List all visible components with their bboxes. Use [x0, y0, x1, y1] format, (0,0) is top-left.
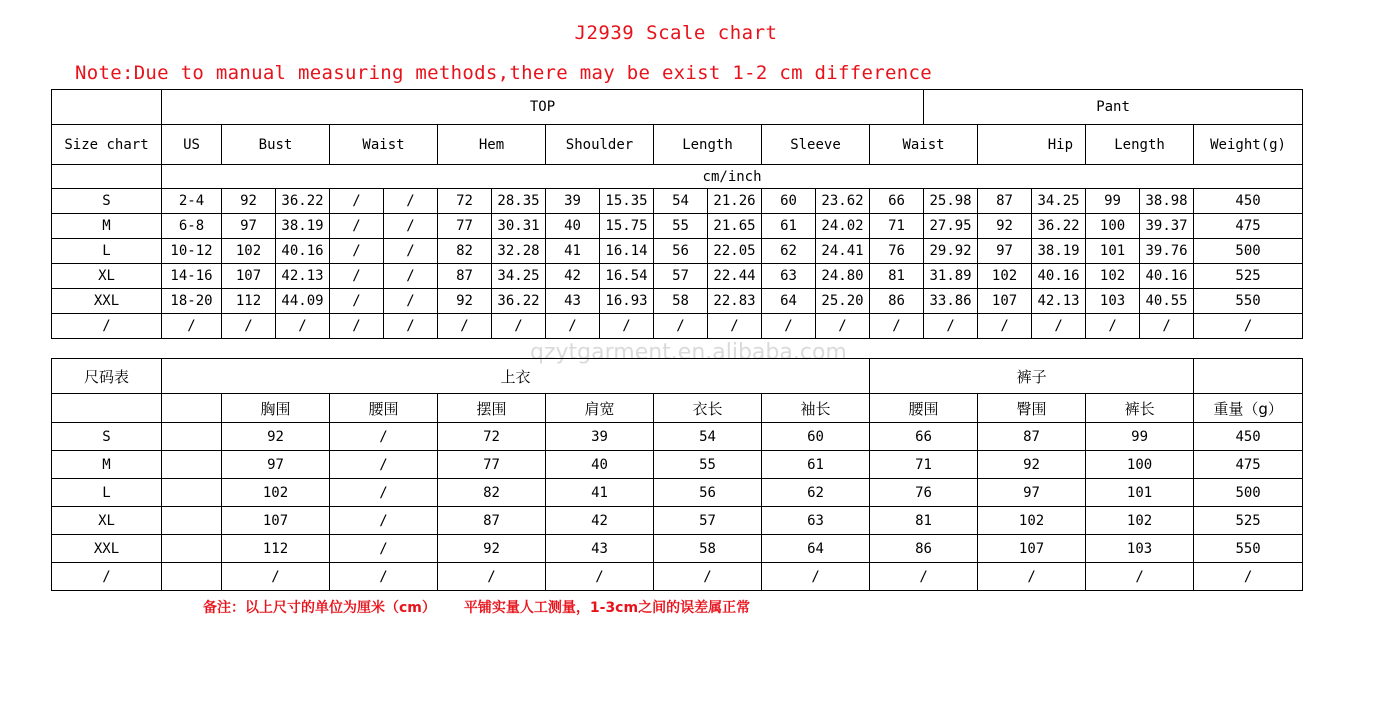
value-cell: 76 [870, 479, 978, 507]
value-cell: 33.86 [924, 289, 978, 314]
table-row [52, 563, 1303, 591]
value-cell: 23.62 [816, 189, 870, 214]
value-cell: 97 [222, 214, 276, 239]
value-cell: / [330, 239, 384, 264]
corner-cell [52, 90, 162, 125]
value-cell: 63 [762, 264, 816, 289]
value-cell: 102 [222, 239, 276, 264]
table-row [52, 423, 1303, 451]
value-cell: 102 [1086, 507, 1194, 535]
pant-length-header: Length [1086, 125, 1194, 165]
value-cell: 102 [978, 507, 1086, 535]
value-cell: 15.35 [600, 189, 654, 214]
value-cell: 16.93 [600, 289, 654, 314]
value-cell: 77 [438, 451, 546, 479]
value-cell: 103 [1086, 289, 1140, 314]
size-cell: M [52, 214, 162, 239]
value-cell: / [816, 314, 870, 339]
value-cell: / [978, 314, 1032, 339]
value-cell: 40.16 [276, 239, 330, 264]
value-cell: / [330, 264, 384, 289]
value-cell: 550 [1194, 289, 1303, 314]
value-cell: 2-4 [162, 189, 222, 214]
value-cell: 87 [978, 189, 1032, 214]
value-cell: 92 [438, 535, 546, 563]
value-cell: 550 [1194, 535, 1303, 563]
value-cell: 64 [762, 535, 870, 563]
value-cell: 66 [870, 423, 978, 451]
value-cell: 525 [1194, 507, 1303, 535]
cn-weight-header: 重量（g） [1194, 394, 1303, 423]
value-cell: 450 [1194, 423, 1303, 451]
cn-size-chart-header: 尺码表 [52, 359, 162, 394]
value-cell: 58 [654, 289, 708, 314]
value-cell: 40 [546, 451, 654, 479]
weight-header: Weight(g) [1194, 125, 1303, 165]
table-row [52, 451, 1303, 479]
value-cell: 86 [870, 289, 924, 314]
value-cell: 107 [978, 535, 1086, 563]
value-cell: 41 [546, 239, 600, 264]
size-cell: / [52, 563, 162, 591]
value-cell: / [384, 189, 438, 214]
value-cell: / [546, 314, 600, 339]
value-cell: 40 [546, 214, 600, 239]
value-cell: 500 [1194, 479, 1303, 507]
value-cell: 62 [762, 479, 870, 507]
value-cell: 54 [654, 189, 708, 214]
table-row [52, 479, 1303, 507]
value-cell: / [1032, 314, 1086, 339]
value-cell: 22.05 [708, 239, 762, 264]
value-cell: 34.25 [492, 264, 546, 289]
waist-header: Waist [330, 125, 438, 165]
value-cell: 103 [1086, 535, 1194, 563]
value-cell: / [654, 563, 762, 591]
size-chart-header: Size chart [52, 125, 162, 165]
value-cell: / [384, 289, 438, 314]
value-cell: 475 [1194, 451, 1303, 479]
value-cell: / [1194, 563, 1303, 591]
value-cell: 22.44 [708, 264, 762, 289]
value-cell: / [1194, 314, 1303, 339]
cn-header-blank [162, 394, 222, 423]
value-cell: 112 [222, 289, 276, 314]
value-cell: 22.83 [708, 289, 762, 314]
value-cell: 30.31 [492, 214, 546, 239]
value-cell: 41 [546, 479, 654, 507]
unit-label: cm/inch [162, 165, 1303, 189]
value-cell: 60 [762, 423, 870, 451]
cn-hip-header: 臀围 [978, 394, 1086, 423]
table-row [52, 239, 1303, 264]
cn-pant-length-header: 裤长 [1086, 394, 1194, 423]
value-cell: 34.25 [1032, 189, 1086, 214]
value-cell: 36.22 [1032, 214, 1086, 239]
top-group-header: TOP [162, 90, 924, 125]
value-cell: 92 [978, 451, 1086, 479]
value-cell: / [330, 507, 438, 535]
value-cell: / [384, 314, 438, 339]
value-cell: / [762, 563, 870, 591]
value-cell: 82 [438, 239, 492, 264]
size-cell: S [52, 423, 162, 451]
length-header: Length [654, 125, 762, 165]
value-cell: 100 [1086, 214, 1140, 239]
value-cell: 15.75 [600, 214, 654, 239]
value-cell: 107 [222, 264, 276, 289]
value-cell: 38.19 [276, 214, 330, 239]
footnote [203, 597, 750, 617]
us-header: US [162, 125, 222, 165]
value-cell: / [330, 535, 438, 563]
table-row [52, 189, 1303, 214]
size-cell: XXL [52, 535, 162, 563]
value-cell: 39 [546, 423, 654, 451]
value-cell: / [438, 563, 546, 591]
value-cell: 6-8 [162, 214, 222, 239]
value-cell: / [870, 314, 924, 339]
cn-top-group-header: 上衣 [162, 359, 870, 394]
value-cell [162, 479, 222, 507]
value-cell: 450 [1194, 189, 1303, 214]
value-cell: / [384, 239, 438, 264]
value-cell: / [600, 314, 654, 339]
value-cell: 66 [870, 189, 924, 214]
value-cell [162, 535, 222, 563]
value-cell: 39 [546, 189, 600, 214]
value-cell: 81 [870, 264, 924, 289]
value-cell: 36.22 [276, 189, 330, 214]
table-row [52, 314, 1303, 339]
cn-sleeve-header: 袖长 [762, 394, 870, 423]
value-cell: 99 [1086, 423, 1194, 451]
value-cell [162, 423, 222, 451]
value-cell: 102 [978, 264, 1032, 289]
value-cell: 57 [654, 507, 762, 535]
size-cell: M [52, 451, 162, 479]
value-cell: 39.37 [1140, 214, 1194, 239]
cn-bust-header: 胸围 [222, 394, 330, 423]
value-cell: 92 [222, 189, 276, 214]
value-cell: 62 [762, 239, 816, 264]
value-cell: 29.92 [924, 239, 978, 264]
table-row [52, 264, 1303, 289]
value-cell: 36.22 [492, 289, 546, 314]
value-cell: / [924, 314, 978, 339]
value-cell: / [1086, 314, 1140, 339]
pant-waist-header: Waist [870, 125, 978, 165]
value-cell: / [708, 314, 762, 339]
value-cell: 10-12 [162, 239, 222, 264]
value-cell: 97 [978, 239, 1032, 264]
value-cell: / [384, 264, 438, 289]
footnote-unit: 备注：以上尺寸的单位为厘米（cm） [203, 600, 436, 616]
value-cell: / [330, 214, 384, 239]
size-cell: L [52, 479, 162, 507]
value-cell: 87 [438, 264, 492, 289]
value-cell: / [222, 314, 276, 339]
size-cell: S [52, 189, 162, 214]
value-cell: / [654, 314, 708, 339]
value-cell: 71 [870, 451, 978, 479]
value-cell: / [222, 563, 330, 591]
value-cell: / [276, 314, 330, 339]
value-cell: / [546, 563, 654, 591]
value-cell: 99 [1086, 189, 1140, 214]
sleeve-header: Sleeve [762, 125, 870, 165]
value-cell: 60 [762, 189, 816, 214]
value-cell: 101 [1086, 479, 1194, 507]
value-cell: 92 [978, 214, 1032, 239]
value-cell: 525 [1194, 264, 1303, 289]
value-cell: 24.02 [816, 214, 870, 239]
table-row [52, 535, 1303, 563]
value-cell: 24.41 [816, 239, 870, 264]
value-cell: 92 [438, 289, 492, 314]
value-cell: / [978, 563, 1086, 591]
value-cell: 42.13 [1032, 289, 1086, 314]
value-cell: 54 [654, 423, 762, 451]
footnote-measuring: 平铺实量人工测量，1-3cm之间的误差属正常 [463, 600, 751, 616]
value-cell: / [330, 289, 384, 314]
value-cell: 81 [870, 507, 978, 535]
cn-pant-waist-header: 腰围 [870, 394, 978, 423]
value-cell: 28.35 [492, 189, 546, 214]
unit-row-blank [52, 165, 162, 189]
page-title: J2939 Scale chart [574, 22, 778, 44]
value-cell: 25.20 [816, 289, 870, 314]
value-cell [162, 507, 222, 535]
size-cell: XXL [52, 289, 162, 314]
bust-header: Bust [222, 125, 330, 165]
value-cell: 40.55 [1140, 289, 1194, 314]
value-cell [162, 563, 222, 591]
cn-length-header: 衣长 [654, 394, 762, 423]
value-cell: 71 [870, 214, 924, 239]
value-cell: 14-16 [162, 264, 222, 289]
value-cell: / [762, 314, 816, 339]
value-cell: / [870, 563, 978, 591]
value-cell: 38.19 [1032, 239, 1086, 264]
value-cell: 38.98 [1140, 189, 1194, 214]
value-cell: 25.98 [924, 189, 978, 214]
value-cell: 475 [1194, 214, 1303, 239]
value-cell: 42 [546, 264, 600, 289]
value-cell: 58 [654, 535, 762, 563]
value-cell: 21.26 [708, 189, 762, 214]
cn-shoulder-header: 肩宽 [546, 394, 654, 423]
size-cell: XL [52, 264, 162, 289]
value-cell: 42 [546, 507, 654, 535]
value-cell: 43 [546, 289, 600, 314]
value-cell: 500 [1194, 239, 1303, 264]
value-cell: / [384, 214, 438, 239]
value-cell: 61 [762, 451, 870, 479]
cn-pant-group-header: 裤子 [870, 359, 1194, 394]
size-cell: L [52, 239, 162, 264]
size-cell: / [52, 314, 162, 339]
value-cell: 39.76 [1140, 239, 1194, 264]
value-cell: 43 [546, 535, 654, 563]
value-cell: 101 [1086, 239, 1140, 264]
value-cell: 112 [222, 535, 330, 563]
value-cell: 82 [438, 479, 546, 507]
scale-chart-english [51, 89, 1303, 339]
size-cell: XL [52, 507, 162, 535]
value-cell: 107 [222, 507, 330, 535]
value-cell: 24.80 [816, 264, 870, 289]
watermark: qzytgarment.en.alibaba.com [530, 340, 847, 365]
value-cell: 87 [978, 423, 1086, 451]
hip-header: Hip [978, 125, 1086, 165]
table-row [52, 289, 1303, 314]
table-row [52, 214, 1303, 239]
value-cell: 76 [870, 239, 924, 264]
value-cell: / [330, 479, 438, 507]
value-cell: 97 [978, 479, 1086, 507]
value-cell: 40.16 [1032, 264, 1086, 289]
value-cell: 31.89 [924, 264, 978, 289]
value-cell: / [330, 189, 384, 214]
value-cell: 87 [438, 507, 546, 535]
value-cell: 27.95 [924, 214, 978, 239]
value-cell: 16.14 [600, 239, 654, 264]
cn-hem-header: 摆围 [438, 394, 546, 423]
value-cell: 63 [762, 507, 870, 535]
value-cell: 55 [654, 214, 708, 239]
value-cell: 57 [654, 264, 708, 289]
value-cell: 21.65 [708, 214, 762, 239]
table-row [52, 507, 1303, 535]
value-cell: 44.09 [276, 289, 330, 314]
value-cell: / [492, 314, 546, 339]
value-cell: / [1086, 563, 1194, 591]
value-cell: 100 [1086, 451, 1194, 479]
value-cell: / [438, 314, 492, 339]
value-cell: 64 [762, 289, 816, 314]
shoulder-header: Shoulder [546, 125, 654, 165]
value-cell: 86 [870, 535, 978, 563]
value-cell: / [330, 563, 438, 591]
value-cell: 92 [222, 423, 330, 451]
value-cell: / [1140, 314, 1194, 339]
value-cell: 102 [1086, 264, 1140, 289]
hem-header: Hem [438, 125, 546, 165]
value-cell: 56 [654, 479, 762, 507]
value-cell: 18-20 [162, 289, 222, 314]
cn-header-blank [52, 394, 162, 423]
cn-waist-header: 腰围 [330, 394, 438, 423]
value-cell: / [330, 451, 438, 479]
value-cell: 55 [654, 451, 762, 479]
value-cell: 61 [762, 214, 816, 239]
measurement-note: Note:Due to manual measuring methods,there may be exist 1-2 cm difference [75, 62, 932, 84]
value-cell: 77 [438, 214, 492, 239]
value-cell: 32.28 [492, 239, 546, 264]
value-cell: 16.54 [600, 264, 654, 289]
value-cell: 97 [222, 451, 330, 479]
value-cell: 40.16 [1140, 264, 1194, 289]
value-cell: 56 [654, 239, 708, 264]
value-cell [162, 451, 222, 479]
value-cell: 72 [438, 189, 492, 214]
pant-group-header: Pant [924, 90, 1303, 125]
value-cell: / [162, 314, 222, 339]
value-cell: 107 [978, 289, 1032, 314]
value-cell: / [330, 423, 438, 451]
value-cell: 102 [222, 479, 330, 507]
cn-weight-group-blank [1194, 359, 1303, 394]
value-cell: 72 [438, 423, 546, 451]
scale-chart-chinese [51, 358, 1303, 591]
value-cell: / [330, 314, 384, 339]
value-cell: 42.13 [276, 264, 330, 289]
